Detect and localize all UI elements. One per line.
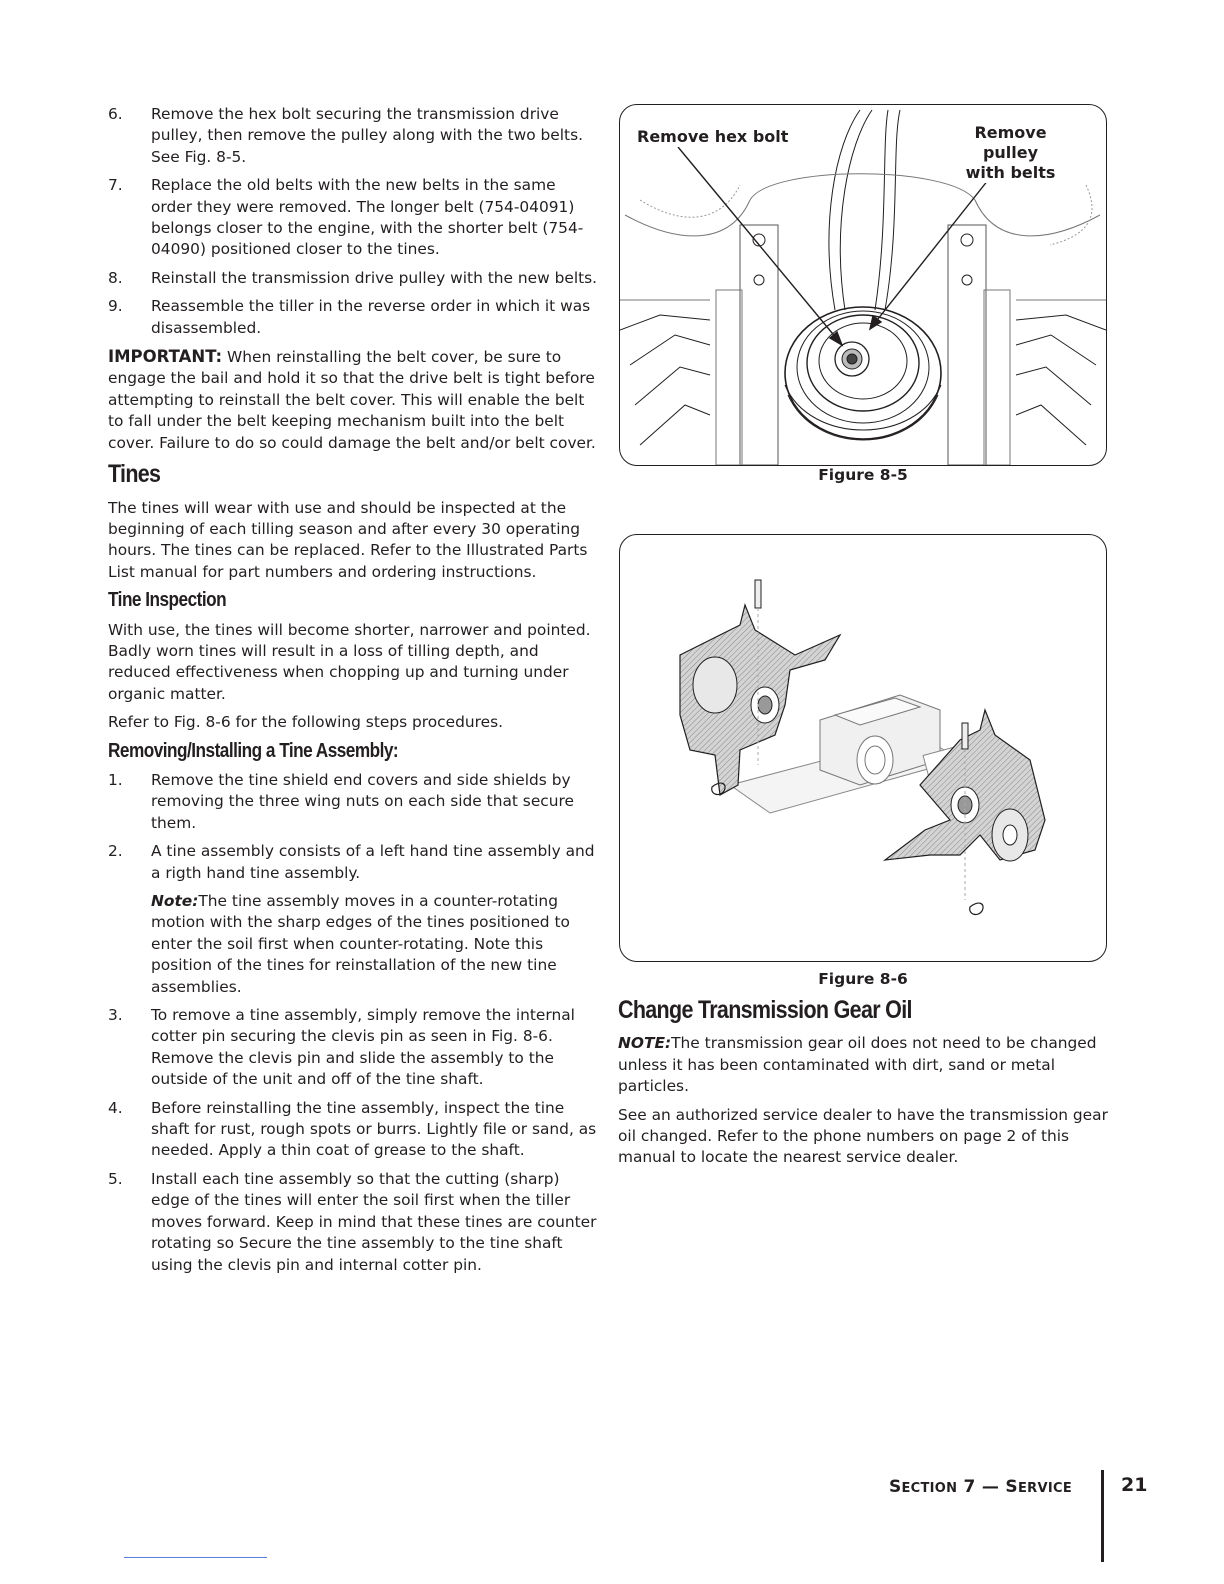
step-text: Remove the hex bolt securing the transmission drive pulley, then remove the pulley along with the two belts. See Fig. 8-5. [151,105,583,166]
removing-installing-heading: Removing/Installing a Tine Assembly: [108,739,399,762]
step-text: Remove the tine shield end covers and side shields by removing the three wing nuts on each side that secure them. [151,770,574,832]
tines-heading: Tines [108,460,161,489]
figure-8-5-caption: Figure 8-5 [818,466,908,484]
step-number: 6. [108,105,123,123]
step-number: 5. [108,1169,123,1188]
step-item [108,841,598,884]
tine-note [108,891,598,998]
callout-remove-pulley-line2: with belts [965,163,1056,182]
dealer-paragraph: See an authorized service dealer to have the transmission gear oil changed. Refer to the phone numbers on page 2 of this manual to locate the nearest service dealer. [618,1105,1108,1167]
figure-8-6-caption: Figure 8-6 [818,970,908,988]
footer-ervice: ERVICE [1017,1481,1072,1496]
gear-oil-note-text: The transmission gear oil does not need to be changed unless it has been contaminated with dirt, sand or metal particles. [618,1034,1097,1096]
refer-paragraph: Refer to Fig. 8-6 for the following steps procedures. [108,713,503,732]
footer-ection: ECTION [901,1481,958,1496]
change-gear-oil-heading: Change Transmission Gear Oil [618,996,912,1024]
step-text: Before reinstalling the tine assembly, inspect the tine shaft for rust, rough spots or burrs. Lightly file or sand, as needed. Apply a thin coat of grease to the shaft. [151,1098,597,1160]
footer-section-label [889,1477,1072,1497]
step-number: 8. [108,268,123,287]
footer-s: S [888,1477,902,1497]
callout-remove-pulley-line1: Remove pulley [974,123,1047,162]
step-item [108,268,598,289]
important-label: IMPORTANT: [108,347,223,367]
tine-inspection-heading: Tine Inspection [108,589,227,612]
callout-remove-hex-bolt: Remove hex bolt [637,127,789,146]
gear-oil-note [618,1033,1108,1097]
tine-note-label: Note: [151,892,199,910]
step-number: 9. [108,297,123,316]
important-text: When reinstalling the belt cover, be sure to engage the bail and hold it so that the drive belt is tight before attempting to reinstall the belt cover. This will enable the belt to fall under the belt keeping mechanism built into the belt cover. Failure to do so could damage the belt and/or belt cover. [108,348,596,452]
step-item [108,1169,598,1276]
step-item [108,104,598,168]
step-number: 2. [108,842,123,861]
step-text: Replace the old belts with the new belts in the same order they were removed. The longer belt (754-04091) belongs closer to the engine, with the shorter belt (754-04090) positioned closer to the tines. [151,176,584,259]
step-text: To remove a tine assembly, simply remove the internal cotter pin securing the clevis pin as seen in Fig. 8-6. Remove the clevis pin and slide the assembly to the outside of the unit and off of the tine shaft. [151,1006,575,1089]
step-number: 4. [108,1098,123,1117]
step-item [108,1098,598,1162]
steps-list-b2 [108,1005,598,1276]
steps-list-b1 [108,770,598,884]
tine-note-text: The tine assembly moves in a counter-rotating motion with the sharp edges of the tines positioned to enter the soil first when counter-rotating. Note this position of the tines for reinstallation of the new tine assemblies. [151,892,570,996]
footer-divider [1101,1470,1104,1562]
step-item [108,175,598,261]
important-paragraph [108,346,598,454]
step-item [108,770,598,834]
tines-paragraph: The tines will wear with use and should be inspected at the beginning of each tilling season and after every 30 operating hours. The tines can be replaced. Refer to the Illustrated Parts List manual for part numbers and ordering instructions. [108,498,588,581]
steps-list-a [108,104,598,339]
step-text: Install each tine assembly so that the cutting (sharp) edge of the tines will enter the soil first when the tiller moves forward. Keep in mind that these tines are counter rotating so Secure the tine assembly to the tine shaft using the clevis pin and internal cotter pin. [151,1169,597,1274]
footer-mid: 7 — S [957,1477,1018,1497]
page-number: 21 [1121,1474,1148,1496]
figure-8-5 [619,104,1107,466]
step-item [108,296,598,339]
step-number: 3. [108,1006,123,1025]
tine-assembly-illustration [620,535,1106,961]
figure-8-6 [619,534,1107,962]
right-column [618,998,1108,1176]
inspection-paragraph: With use, the tines will become shorter, narrower and pointed. Badly worn tines will result in a loss of tilling depth, and reduced effectiveness when chopping up and turning under organic matter. [108,620,591,703]
step-number: 7. [108,176,123,195]
step-item [108,1005,598,1091]
step-text: Reinstall the transmission drive pulley with the new belts. [151,268,598,287]
bottom-rule [124,1557,267,1558]
step-number: 1. [108,770,123,789]
gear-oil-note-label: NOTE: [618,1034,672,1053]
step-text: Reassemble the tiller in the reverse order in which it was disassembled. [151,297,591,337]
left-column [108,104,598,1283]
callout-remove-pulley [948,123,1073,183]
step-text: A tine assembly consists of a left hand tine assembly and a rigth hand tine assembly. [151,842,595,882]
